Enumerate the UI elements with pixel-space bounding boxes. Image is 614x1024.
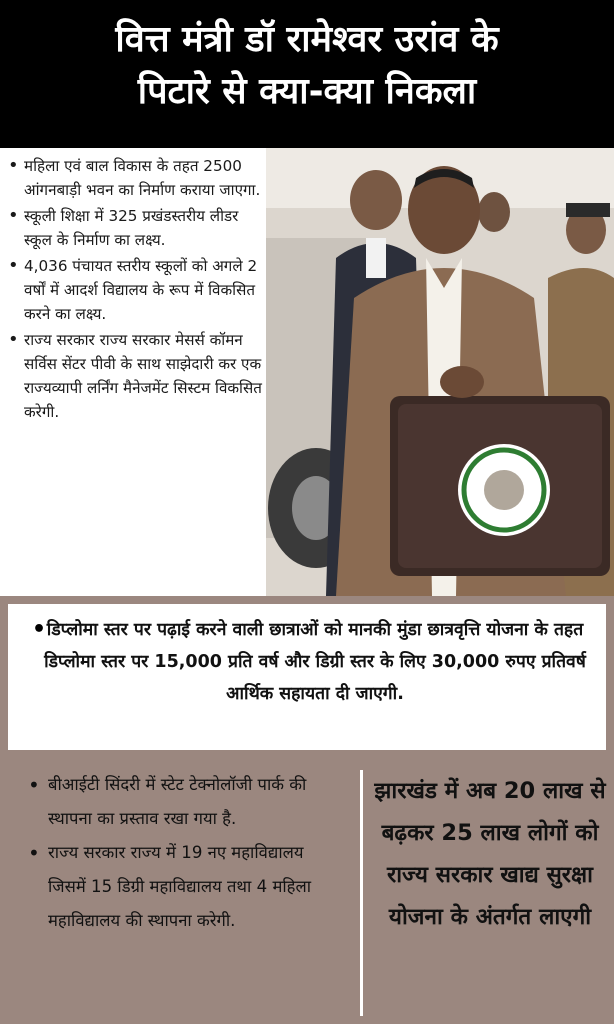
minister-photo-illustration: [266, 148, 614, 596]
bottom-points-panel: [0, 768, 352, 938]
minister-photo: [266, 148, 614, 596]
headline-line-1: वित्त मंत्री डॉ रामेश्वर उरांव के: [115, 19, 499, 60]
vertical-divider: [360, 770, 363, 1016]
headline-banner: [0, 0, 614, 148]
point-model-schools: • 4,036 पंचायत स्तरीय स्कूलों को अगले 2 वर्षों में आदर्श विद्यालय के रूप में विकसित करने का लक्ष्य.: [24, 254, 262, 326]
bottom-section: [0, 758, 614, 1024]
scholarship-section: [0, 596, 614, 758]
scholarship-box: [8, 604, 606, 750]
bullet-icon: •: [32, 617, 47, 642]
left-points-panel: [0, 148, 266, 596]
point-anganwadi: • महिला एवं बाल विकास के तहत 2500 आंगनबाड़ी भवन का निर्माण कराया जाएगा.: [24, 154, 262, 202]
point-learning-system: • राज्य सरकार राज्य सरकार मेसर्स कॉमन सर्विस सेंटर पीवी के साथ साझेदारी कर एक राज्यव्यापी लर्निंग मैनेजमेंट सिस्टम विकसित करेगी.: [24, 328, 262, 424]
point-leader-schools: • स्कूली शिक्षा में 325 प्रखंडस्तरीय लीडर स्कूल के निर्माण का लक्ष्य.: [24, 204, 262, 252]
point-technology-park: • बीआईटी सिंदरी में स्टेट टेक्नोलॉजी पार्क की स्थापना का प्रस्ताव रखा गया है.: [48, 768, 346, 836]
food-security-highlight: झारखंड में अब 20 लाख से बढ़कर 25 लाख लोगों को राज्य सरकार खाद्य सुरक्षा योजना के अंतर्गत लाएगी: [374, 778, 606, 930]
scholarship-text: डिप्लोमा स्तर पर पढ़ाई करने वाली छात्राओं को मानकी मुंडा छात्रवृत्ति योजना के तहत डिप्लोमा स्तर पर 15,000 प्रति वर्ष और डिग्री स्तर के लिए 30,000 रुपए प्रतिवर्ष आर्थिक सहायता दी जाएगी.: [44, 620, 586, 704]
headline-line-2: पिटारे से क्या-क्या निकला: [137, 71, 477, 112]
point-new-colleges: • राज्य सरकार राज्य में 19 नए महाविद्यालय जिसमें 15 डिग्री महाविद्यालय तथा 4 महिला महाविद्यालय की स्थापना करेगी.: [48, 836, 346, 938]
